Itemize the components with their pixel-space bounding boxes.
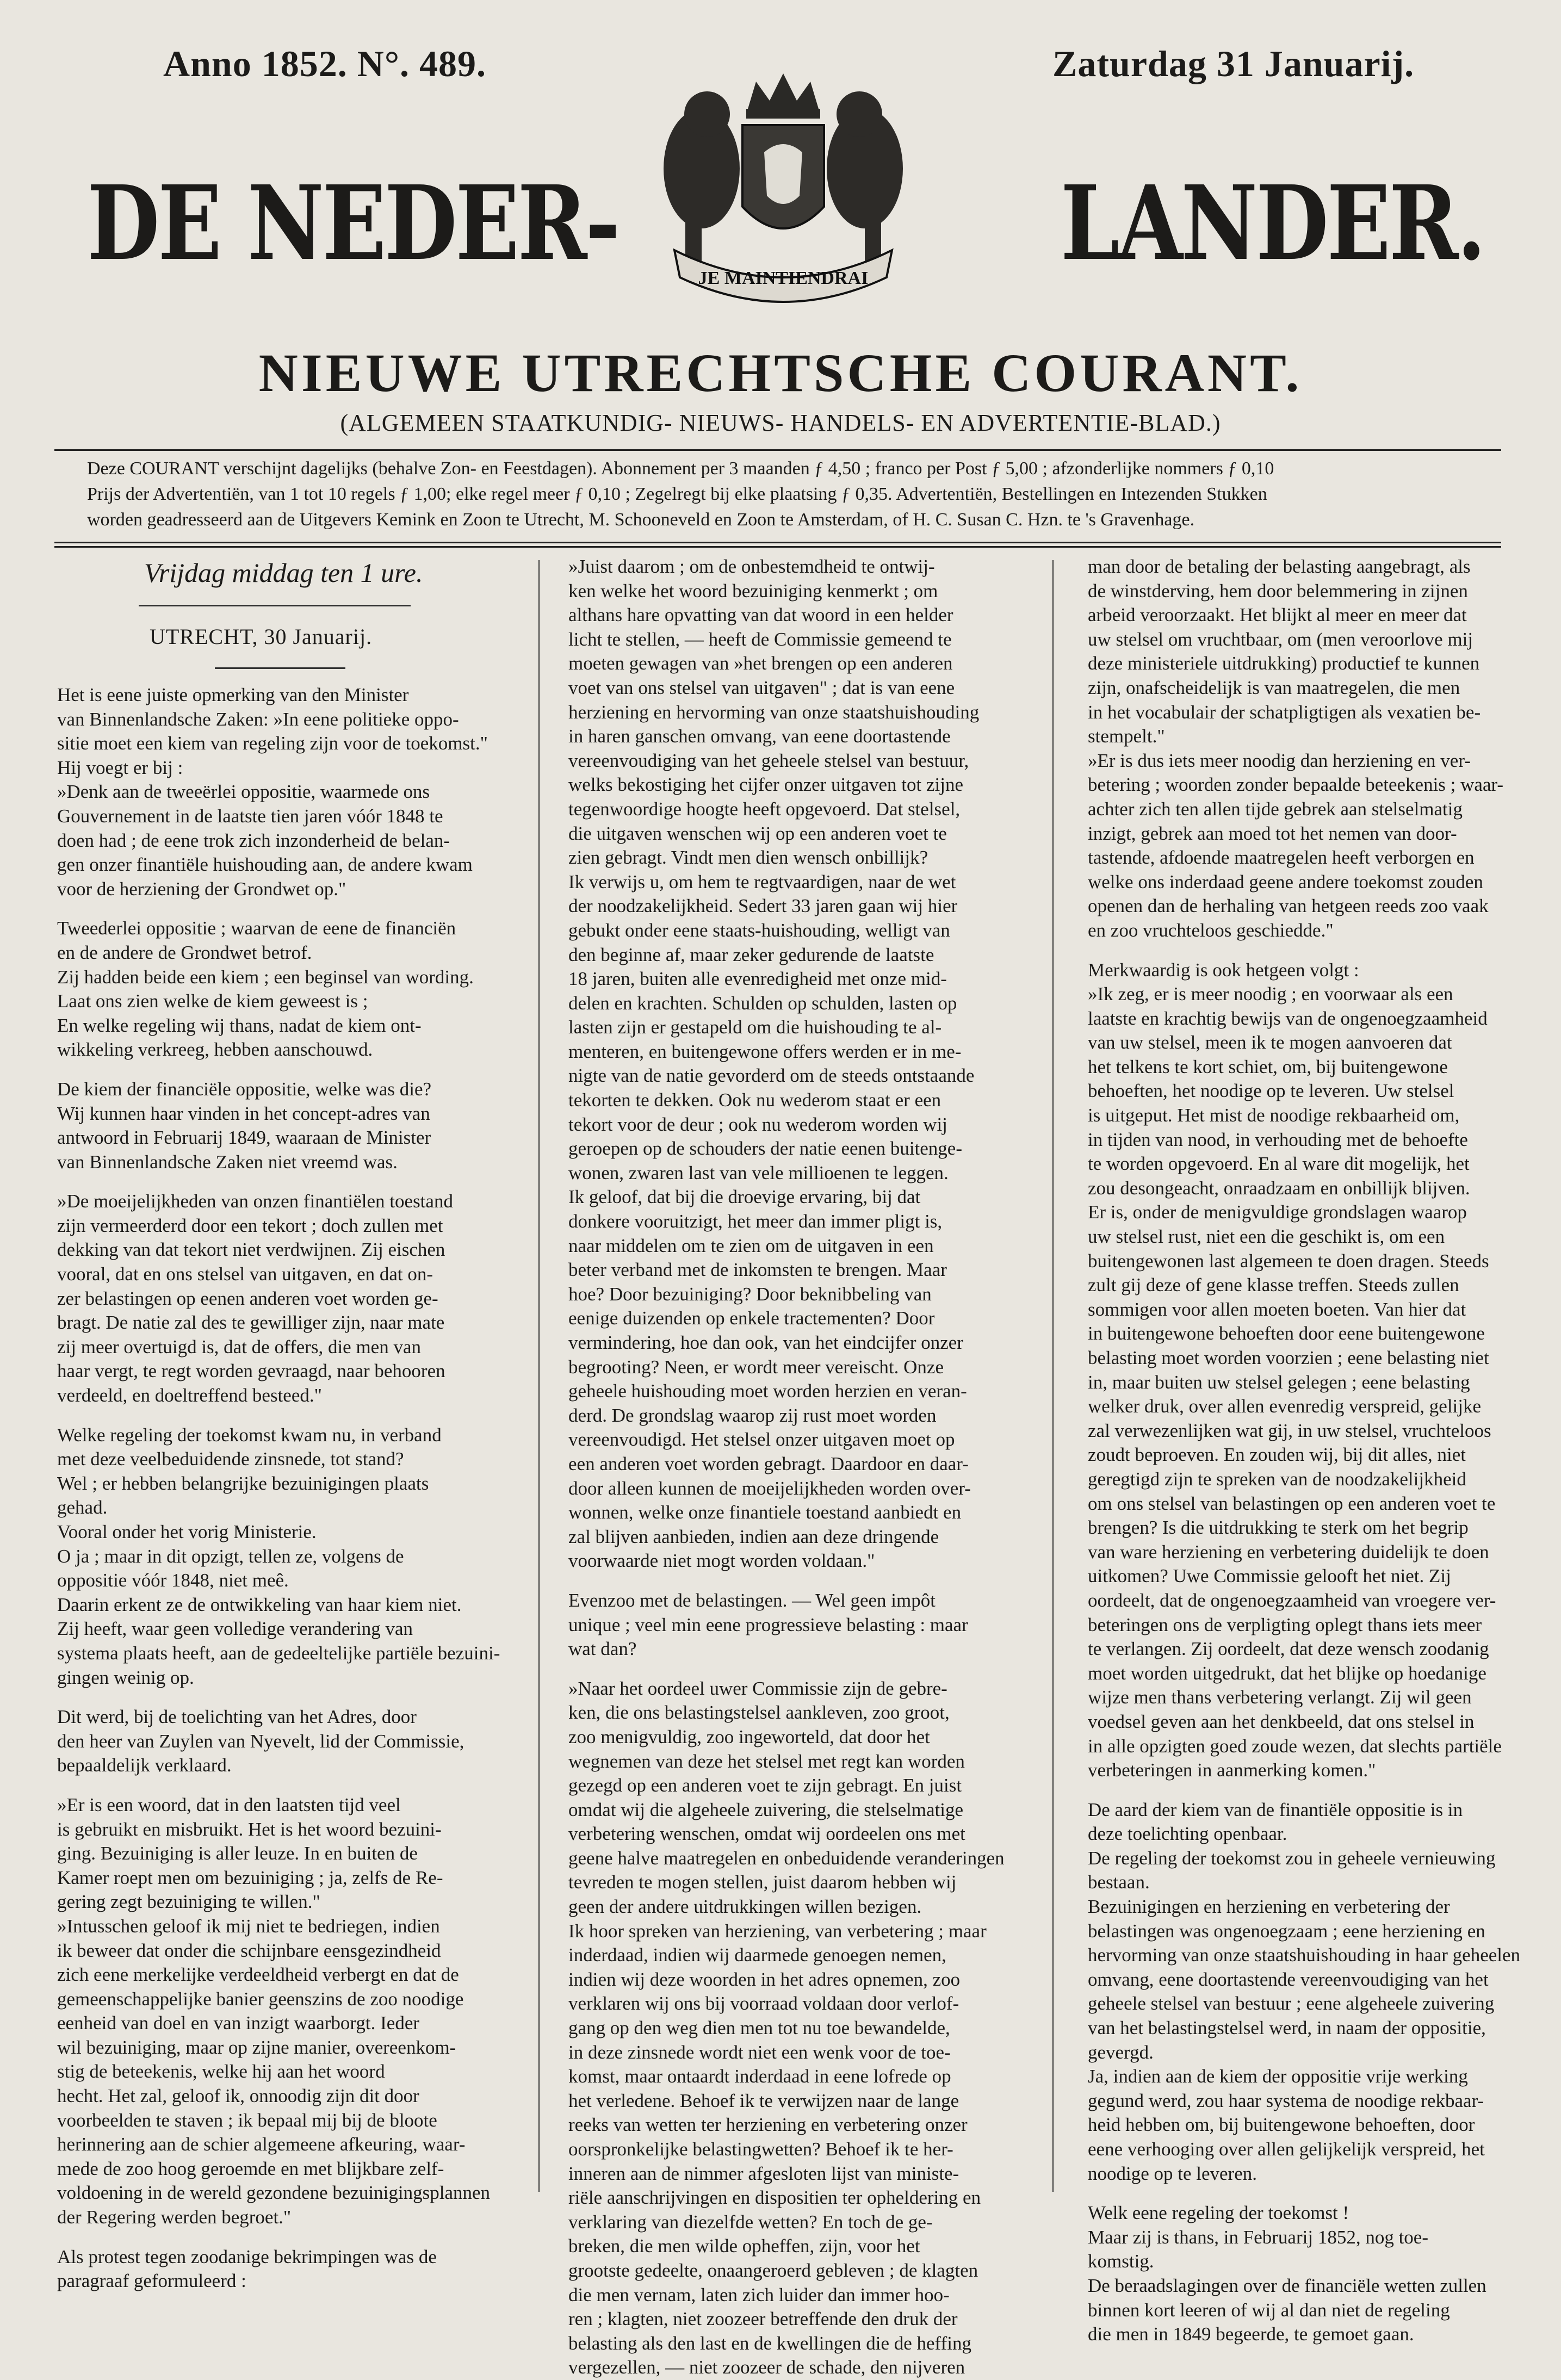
text-line: van Binnenlandsche Zaken niet vreemd was. [57, 1151, 398, 1173]
motto-text: JE MAINTIENDRAI [698, 268, 869, 288]
text-line: laatste en krachtig bewijs van de ongenoegzaamheid [1088, 1007, 1488, 1029]
text-line: welks bekostiging het cijfer onzer uitgaven tot zijne [568, 774, 964, 796]
text-line: indien wij deze woorden in het adres opnemen, zoo [568, 1968, 961, 1990]
text-line: gezegd op een anderen voet te zijn gebragt. En juist [568, 1775, 962, 1796]
text-line: »Intusschen geloof ik mij niet te bedriegen, indien [57, 1915, 440, 1937]
text-line: zal verwezenlijken wat gij, in uw stelsel, vruchteloos [1088, 1420, 1491, 1441]
text-line: ren ; klagten, niet zoozeer betreffende den druk der [568, 2308, 958, 2330]
text-line: belastingen was ongenoegzaam ; eene herziening en [1088, 1920, 1485, 1942]
text-line: vermindering, hoe dan ook, van het eindcijfer onzer [568, 1332, 963, 1353]
text-line: Het is eene juiste opmerking van den Minister [57, 684, 409, 705]
text-line: uitkomen? Uwe Commissie gelooft het niet. Zij [1088, 1565, 1451, 1587]
text-line: O ja ; maar in dit opzigt, tellen ze, volgens de [57, 1545, 404, 1567]
text-line: gevergd. [1088, 2041, 1154, 2063]
text-line: stig de beteekenis, welke hij aan het woord [57, 2061, 385, 2082]
text-line: voorbeelden te staven ; ik bepaal mij bij de bloote [57, 2109, 437, 2131]
text-line: zijn vermeerderd door een tekort ; doch zullen met [57, 1214, 443, 1236]
text-line: geroepen op de schouders der natie eenen buitenge- [568, 1138, 962, 1160]
text-line: Zij heeft, waar geen volledige verandering van [57, 1618, 413, 1640]
text-line: beteringen ons de verpligting oplegt thans iets meer [1088, 1614, 1482, 1635]
text-line: herinnering aan de schier algemeene afkeuring, waar- [57, 2134, 466, 2155]
text-line: omdat wij die algeheele zuivering, die stelselmatige [568, 1799, 963, 1820]
text-line: gegund werd, zou haar systema de noodige rekbaar- [1088, 2090, 1484, 2111]
divider [54, 542, 1501, 543]
text-line: die men vernam, laten zich luider dan immer hoo- [568, 2284, 950, 2305]
text-line: wat dan? [568, 1638, 637, 1660]
divider [54, 449, 1501, 451]
text-line: ken welke het woord bezuiniging kenmerkt ; om [568, 580, 938, 602]
text-line: Gouvernement in de laatste tien jaren vóór 1848 te [57, 805, 443, 827]
text-line: gebukt onder eene staats-huishouding, welligt van [568, 919, 950, 941]
text-line: hervorming van onze staatshuishouding in haar geheelen [1088, 1944, 1521, 1966]
column-3-body [1088, 555, 1521, 2347]
text-line: belasting als den last en de kwellingen die de heffing [568, 2332, 971, 2354]
text-line: althans hare opvatting van dat woord in een helder [568, 604, 953, 626]
text-line: van ware herziening en verbetering duidelijk te doen [1088, 1541, 1489, 1563]
city-dateline: UTRECHT, 30 Januarij. [150, 624, 373, 649]
text-line: inzigt, gebrek aan moed tot het nemen van door- [1088, 822, 1457, 844]
text-line: oorspronkelijke belastingwetten? Behoef ik te her- [568, 2139, 953, 2160]
text-line: licht te stellen, — heeft de Commissie gemeend te [568, 628, 952, 650]
text-line: »Er is dus iets meer noodig dan herziening en ver- [1088, 749, 1471, 771]
text-line: wonnen, welke onze finantiele toestand aanbiedt en [568, 1502, 962, 1523]
text-line: Tweederlei oppositie ; waarvan de eene de financiën [57, 918, 456, 939]
text-line: gingen weinig op. [57, 1666, 194, 1688]
title-right: LANDER. [1061, 163, 1484, 283]
text-line: De regeling der toekomst zou in geheele vernieuwing [1088, 1847, 1496, 1869]
text-line: verbetering wenschen, omdat wij oordeelen ons met [568, 1823, 965, 1845]
text-line: geen der andere uitdrukkingen willen bezigen. [568, 1896, 922, 1918]
text-line: gehad. [57, 1497, 108, 1519]
text-line: deze ministeriele uitdrukking) productief te kunnen [1088, 653, 1480, 674]
text-line: zich eene merkelijke verdeeldheid verbergt en dat de [57, 1964, 459, 1986]
text-line: sommigen voor allen moeten boeten. Van hier dat [1088, 1298, 1466, 1320]
text-line: achter zich ten allen tijde gebrek aan stelselmatig [1088, 798, 1463, 820]
text-line: donkere vooruitzigt, het meer dan immer pligt is, [568, 1211, 943, 1232]
text-line: om ons stelsel van belastingen op een anderen voet te [1088, 1492, 1496, 1514]
text-line: nigte van de natie gevorderd om de steeds ontstaande [568, 1065, 975, 1087]
text-line: man door de betaling der belasting aangebragt, als [1088, 556, 1471, 577]
text-line: noodige op te leveren. [1088, 2162, 1258, 2184]
text-line: geheele stelsel van bestuur ; eene algeheele zuivering [1088, 1993, 1495, 2015]
text-line: geene halve maatregelen en onbeduidende veranderingen [568, 1847, 1005, 1869]
text-line: »Naar het oordeel uwer Commissie zijn de gebre- [568, 1677, 947, 1699]
text-line: zult gij deze of gene klasse treffen. Steeds zullen [1088, 1274, 1459, 1296]
notice-line: worden geadresseerd aan de Uitgevers Kemink en Zoon te Utrecht, M. Schooneveld en Zoon te Amsterdam, of H. C. Susan C. Hzn. te 's Gravenhage. [87, 510, 1195, 530]
text-line: ging. Bezuiniging is aller leuze. In en buiten de [57, 1843, 418, 1864]
text-line: bragt. De natie zal des te gewilliger zijn, naar mate [57, 1312, 445, 1334]
text-line: zal blijven aanbieden, indien aan deze dringende [568, 1526, 939, 1547]
text-line: begrooting? Neen, er wordt meer vereischt. Onze [568, 1356, 944, 1378]
issue-number: Anno 1852. N°. 489. [163, 43, 487, 84]
text-line: stempelt." [1088, 726, 1165, 747]
text-line: inderdaad, indien wij daarmede genoegen nemen, [568, 1944, 946, 1966]
text-line: Er is, onder de menigvuldige grondslagen waarop [1088, 1201, 1467, 1223]
text-line: uw stelsel rust, niet een die geschikt is, om een [1088, 1226, 1445, 1248]
text-line: voet van ons stelsel van uitgaven" ; dat is van eene [568, 677, 955, 698]
text-line: »Ik zeg, er is meer noodig ; en voorwaar als een [1088, 983, 1453, 1005]
text-line: arbeid veroorzaakt. Het blijkt al meer en meer dat [1088, 604, 1467, 626]
text-line: beter verband met de inkomsten te brengen. Maar [568, 1259, 947, 1281]
text-line: wegnemen van deze het stelsel met regt kan worden [568, 1750, 965, 1772]
text-line: is uitgeput. Het mist de noodige rekbaarheid om, [1088, 1105, 1460, 1126]
text-line: inneren aan de nimmer afgesloten lijst van ministe- [568, 2162, 959, 2184]
text-line: lasten zijn er gestapeld om die huishouding te al- [568, 1017, 942, 1038]
text-line: openen dan de herhaling van hetgeen reeds zoo vaak [1088, 895, 1489, 917]
text-line: Hij voegt er bij : [57, 757, 183, 778]
text-line: Ik verwijs u, om hem te regtvaardigen, naar de wet [568, 871, 956, 892]
text-line: eene verhooging over allen gelijkelijk verspreid, het [1088, 2139, 1485, 2160]
text-line: van het belastingstelsel werd, in naam der oppositie, [1088, 2017, 1486, 2039]
text-line: gen onzer finantiële huishouding aan, de andere kwam [57, 854, 473, 876]
text-line: zer belastingen op eenen anderen voet worden ge- [57, 1287, 438, 1309]
text-line: zijn, onafscheidelijk is van maatregelen, die men [1088, 677, 1460, 698]
text-line: doen had ; de eene trok zich inzonderheid de belan- [57, 829, 450, 851]
text-line: Evenzoo met de belastingen. — Wel geen impôt [568, 1589, 936, 1611]
text-line: komstig. [1088, 2251, 1154, 2272]
text-line: betering ; woorden zonder bepaalde beteekenis ; waar- [1088, 774, 1504, 796]
text-line: tevreden te mogen stellen, juist daarom hebben wij [568, 1871, 957, 1893]
text-line: naar middelen om te zien om de uitgaven in een [568, 1235, 934, 1256]
text-line: »De moeijelijkheden van onzen finantiëlen toestand [57, 1191, 453, 1212]
text-line: Ik geloof, dat bij die droevige ervaring, bij dat [568, 1186, 921, 1208]
text-line: een anderen voet worden gebragt. Daardoor en daar- [568, 1453, 969, 1474]
text-line: ik beweer dat onder die schijnbare eensgezindheid [57, 1939, 441, 1961]
text-line: buitengewonen last algemeen te doen dragen. Steeds [1088, 1250, 1489, 1272]
text-line: behoeften, het noodige op te leveren. Uw stelsel [1088, 1080, 1454, 1102]
text-line: Als protest tegen zoodanige bekrimpingen was de [57, 2246, 437, 2267]
column-3 [1088, 555, 1521, 2345]
text-line: vereenvoudigd. Het stelsel onzer uitgaven moet op [568, 1429, 955, 1451]
text-line: Welk eene regeling der toekomst ! [1088, 2202, 1349, 2224]
text-line: voor de herziening der Grondwet op." [57, 878, 346, 900]
text-line: paragraaf geformuleerd : [57, 2270, 246, 2292]
text-line: verdeeld, en doeltreffend besteed." [57, 1385, 322, 1406]
text-line: delen en krachten. Schulden op schulden, lasten op [568, 992, 957, 1014]
text-line: verklaring van diezelfde wetten? En toch de ge- [568, 2211, 933, 2233]
text-line: haar vergt, te regt worden gevraagd, naar behooren [57, 1360, 445, 1382]
text-line: De beraadslagingen over de financiële wetten zullen [1088, 2274, 1486, 2296]
text-line: dekking van dat tekort niet verdwijnen. Zij eischen [57, 1239, 445, 1261]
text-line: geheele huishouding moet worden herzien en veran- [568, 1380, 967, 1402]
text-line: moet worden uitgedrukt, dat het blijke op hoedanige [1088, 1662, 1486, 1684]
column-2 [568, 555, 1023, 2378]
text-line: Wel ; er hebben belangrijke bezuinigingen plaats [57, 1472, 429, 1494]
text-line: grootste gedeelte, onaangeroerd gebleven ; de klagten [568, 2259, 978, 2281]
text-line: komst, maar ontaardt inderdaad in eene lofrede op [568, 2066, 951, 2087]
text-line: hecht. Het zal, geloof ik, onnoodig zijn dit door [57, 2085, 419, 2107]
text-line: wil bezuiniging, maar op zijne manier, overeenkom- [57, 2036, 456, 2058]
text-line: in buitengewone behoeften door eene buitengewone [1088, 1323, 1485, 1344]
text-line: voorwaarde niet mogt worden voldaan." [568, 1550, 875, 1572]
text-line: omvang, eene doortastende vereenvoudiging van het [1088, 1968, 1489, 1990]
divider [54, 546, 1501, 548]
text-line: Dit werd, bij de toelichting van het Adres, door [57, 1706, 417, 1728]
text-line: zien gebragt. Vindt men dien wensch onbillijk? [568, 847, 928, 869]
text-line: deze toelichting openbaar. [1088, 1823, 1287, 1845]
text-line: eenheid van doel en van inzigt waarborgt. Ieder [57, 2012, 420, 2034]
text-line: 18 jaren, buiten alle evenredigheid met onze mid- [568, 968, 947, 990]
notice-line: Deze COURANT verschijnt dagelijks (behalve Zon- en Feestdagen). Abonnement per 3 maanden ƒ 4,50 ; franco per Post ƒ 5,00 ; afzonderlijke nommers ƒ 0,10 [87, 458, 1274, 479]
text-line: Daarin erkent ze de ontwikkeling van haar kiem niet. [57, 1594, 462, 1615]
text-line: wonen, zwaren last van vele millioenen te leggen. [568, 1162, 949, 1183]
text-line: binnen kort leeren of wij al dan niet de regeling [1088, 2299, 1450, 2321]
text-line: door alleen kunnen de moeijelijkheden worden over- [568, 1477, 971, 1499]
text-line: te verlangen. Zij oordeelt, dat deze wensch zoodanig [1088, 1638, 1489, 1660]
title-left: DE NEDER- [87, 163, 619, 283]
text-line: Bezuinigingen en herziening en verbetering der [1088, 1896, 1450, 1918]
text-line: riële aanschrijvingen en dispositien ter opheldering en [568, 2187, 981, 2209]
text-line: in het vocabulair der schatpligtigen als vexatien be- [1088, 701, 1481, 723]
text-line: menteren, en buitengewone offers werden er in me- [568, 1040, 962, 1062]
text-line: antwoord in Februarij 1849, waaraan de Minister [57, 1127, 431, 1149]
subtitle: NIEUWE UTRECHTSCHE COURANT. [258, 343, 1303, 403]
text-line: oordeelt, dat de ongenoegzaamheid van vroegere ver- [1088, 1589, 1496, 1611]
text-line: »Er is een woord, dat in den laatsten tijd veel [57, 1794, 401, 1815]
text-line: in alle opzigten goed zoude wezen, dat slechts partiële [1088, 1735, 1502, 1757]
edition-heading: Vrijdag middag ten 1 ure. [144, 557, 423, 588]
text-line: voldoening in de wereld gezondene bezuinigingsplannen [57, 2182, 491, 2204]
text-line: De aard der kiem van de finantiële oppositie is in [1088, 1799, 1463, 1820]
text-line: verbeteringen in aanmerking komen." [1088, 1759, 1376, 1781]
text-line: het telkens te kort schiet, om, bij buitengewone [1088, 1056, 1448, 1077]
text-line: zou desongeacht, onraadzaam en onbillijk blijven. [1088, 1177, 1470, 1199]
text-line: wikkeling verkreeg, hebben aanschouwd. [57, 1039, 373, 1061]
text-line: bestaan. [1088, 1871, 1150, 1893]
text-line: tekort voor de deur ; ook nu wederom worden wij [568, 1113, 947, 1135]
text-line: tekorten te dekken. Ook nu wederom staat er een [568, 1089, 941, 1111]
text-line: reeks van wetten ter herziening en verbetering onzer [568, 2114, 968, 2136]
text-line: die men in 1849 begeerde, te gemoet gaan. [1088, 2323, 1414, 2345]
text-line: den heer van Zuylen van Nyevelt, lid der Commissie, [57, 1730, 464, 1752]
text-line: tegenwoordige hoogte heeft opgevoerd. Dat stelsel, [568, 798, 961, 820]
column-2-body [568, 555, 1023, 2380]
text-line: brengen? Is die uitdrukking te sterk om het begrip [1088, 1517, 1469, 1539]
text-line: zoudt beproeven. En zouden wij, bij dit alles, niet [1088, 1444, 1466, 1466]
text-line: heid hebben om, bij buitengewone behoeften, door [1088, 2114, 1475, 2136]
text-line: der Regering werden begroet." [57, 2207, 292, 2228]
text-line: breken, die men wilde opheffen, zijn, voor het [568, 2235, 920, 2257]
text-line: belasting moet worden voorzien ; eene belasting niet [1088, 1347, 1489, 1368]
text-line: te worden opgevoerd. En al ware dit mogelijk, het [1088, 1153, 1470, 1175]
text-line: hoe? Door bezuiniging? Door beknibbeling van [568, 1283, 932, 1305]
text-line: van uw stelsel, meen ik te mogen aanvoeren dat [1088, 1032, 1452, 1053]
text-line: Wij kunnen haar vinden in het concept-adres van [57, 1102, 430, 1124]
text-line: welke ons inderdaad geene andere toekomst zouden [1088, 871, 1483, 892]
text-line: sitie moet een kiem van regeling zijn voor de toekomst." [57, 733, 488, 754]
text-line: welker druk, over allen evenredig verspreid, gelijke [1088, 1396, 1482, 1417]
text-line: en zoo vruchteloos geschiedde." [1088, 919, 1334, 941]
notice-line: Prijs der Advertentiën, van 1 tot 10 regels ƒ 1,00; elke regel meer ƒ 0,10 ; Zegelregt bij elke plaatsing ƒ 0,35. Advertentiën, Bestellingen en Intezenden Stukken [87, 484, 1267, 504]
text-line: wijze men thans verbetering verlangt. Zij wil geen [1088, 1687, 1472, 1708]
text-line: vooral, dat en ons stelsel van uitgaven, en dat on- [57, 1263, 433, 1285]
text-line: derd. De grondslag waarop zij rust moet worden [568, 1404, 937, 1426]
text-line: systema plaats heeft, aan de gedeeltelijke partiële bezuini- [57, 1642, 500, 1664]
text-line: zoo menigvuldig, zoo ingeworteld, dat door het [568, 1726, 930, 1747]
issue-date: Zaturdag 31 Januarij. [1052, 43, 1415, 84]
text-line: het verledene. Behoef ik te verwijzen naar de lange [568, 2090, 959, 2111]
text-line: ken, die ons belastingstelsel aankleven, zoo groot, [568, 1702, 950, 1724]
text-line: zij meer overtuigd is, dat de offers, die men van [57, 1336, 421, 1358]
text-line: Ik hoor spreken van herziening, van verbetering ; maar [568, 1920, 987, 1942]
column-1 [57, 555, 511, 2292]
text-line: en de andere de Grondwet betrof. [57, 941, 312, 963]
column-divider [1052, 560, 1054, 2192]
text-line: Ja, indien aan de kiem der oppositie vrije werking [1088, 2066, 1468, 2087]
text-line: Merkwaardig is ook hetgeen volgt : [1088, 959, 1359, 981]
text-line: den beginne af, maar zeker gedurende de laatste [568, 944, 934, 965]
divider [139, 605, 411, 606]
text-line: Welke regeling der toekomst kwam nu, in verband [57, 1424, 442, 1446]
text-line: bepaaldelijk verklaard. [57, 1755, 232, 1776]
text-line: Laat ons zien welke de kiem geweest is ; [57, 990, 368, 1012]
text-line: verklaren wij ons bij voorraad voldaan door verlof- [568, 1993, 959, 2015]
column-divider [538, 560, 540, 2192]
text-line: »Denk aan de tweeërlei oppositie, waarmede ons [57, 781, 430, 803]
subscription-notice [87, 456, 1479, 532]
text-line: vereenvoudiging van het geheele stelsel van bestuur, [568, 749, 969, 771]
text-line: Vooral onder het vorig Ministerie. [57, 1521, 317, 1542]
column-1-body [57, 683, 511, 2294]
text-line: in, maar buiten uw stelsel gelegen ; eene belasting [1088, 1371, 1470, 1393]
text-line: herziening en hervorming van onze staatshuishouding [568, 701, 980, 723]
text-line: moeten gewagen van »het brengen op een anderen [568, 653, 953, 674]
text-line: voedsel geven aan het denkbeeld, dat ons stelsel in [1088, 1710, 1475, 1732]
text-line: die uitgaven wenschen wij op een anderen voet te [568, 822, 947, 844]
text-line: gemeenschappelijke banier geenszins de zoo noodige [57, 1988, 464, 2010]
text-line: De kiem der financiële oppositie, welke was die? [57, 1078, 432, 1100]
text-line: mede de zoo hoog geroemde en met blijkbare zelf- [57, 2158, 444, 2179]
text-line: Maar zij is thans, in Februarij 1852, nog toe- [1088, 2226, 1428, 2248]
text-line: unique ; veel min eene progressieve belasting : maar [568, 1614, 968, 1635]
text-line: tastende, afdoende maatregelen heeft verborgen en [1088, 847, 1475, 869]
subtitle-description: (ALGEMEEN STAATKUNDIG- NIEUWS- HANDELS- EN ADVERTENTIE-BLAD.) [340, 410, 1221, 436]
royal-coat-of-arms-emblem [625, 71, 941, 321]
text-line: der noodzakelijkheid. Sedert 33 jaren gaan wij hier [568, 895, 958, 917]
text-line: eenige duizenden op enkele tractementen? Door [568, 1307, 935, 1329]
text-line: gering zegt bezuiniging te willen." [57, 1891, 320, 1913]
text-line: in deze zinsnede wordt niet een wenk voor de toe- [568, 2041, 951, 2063]
text-line: Zij hadden beide een kiem ; een beginsel van wording. [57, 966, 474, 988]
text-line: in haren ganschen omvang, van eene doortastende [568, 726, 951, 747]
text-line: vergezellen, — niet zoozeer de schade, den nijveren [568, 2357, 965, 2378]
text-line: met deze veelbeduidende zinsnede, tot stand? [57, 1448, 404, 1470]
text-line: gang op den weg dien men tot nu toe bewandelde, [568, 2017, 950, 2039]
text-line: in tijden van nood, in verhouding met de behoefte [1088, 1129, 1468, 1150]
text-line: oppositie vóór 1848, niet meê. [57, 1570, 289, 1591]
text-line: van Binnenlandsche Zaken: »In eene politieke oppo- [57, 708, 459, 730]
text-line: Kamer roept men om bezuiniging ; ja, zelfs de Re- [57, 1867, 443, 1888]
text-line: En welke regeling wij thans, nadat de kiem ont- [57, 1014, 422, 1036]
text-line: »Juist daarom ; om de onbestemdheid te ontwij- [568, 556, 935, 577]
text-line: geregtigd zijn te spreken van de noodzakelijkheid [1088, 1468, 1466, 1490]
text-line: de winstderving, hem door belemmering in zijnen [1088, 580, 1468, 602]
text-line: uw stelsel om vruchtbaar, om (men veroorlove mij [1088, 628, 1473, 650]
divider [215, 667, 345, 669]
text-line: is gebruikt en misbruikt. Het is het woord bezuini- [57, 1818, 442, 1840]
